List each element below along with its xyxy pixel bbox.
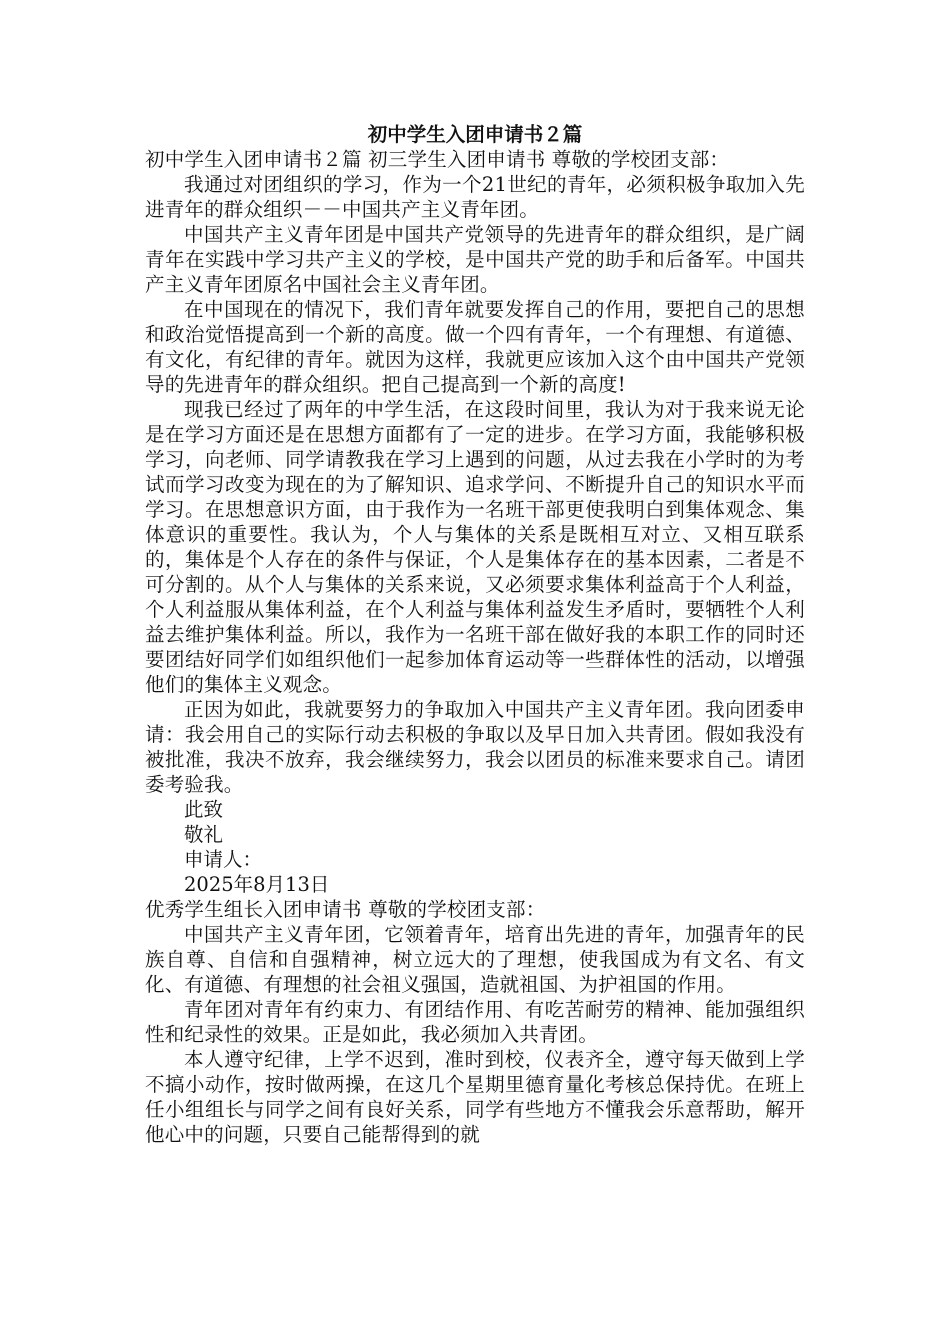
- letter2-paragraph-2: 青年团对青年有约束力、有团结作用、有吃苦耐劳的精神、能加强组织性和纪录性的效果。正是如此，我必须加入共青团。: [145, 998, 805, 1046]
- letter1-paragraph-4: 现我已经过了两年的中学生活，在这段时间里，我认为对于我来说无论是在学习方面还是在思想方面都有了一定的进步。在学习方面，我能够积极学习，向老师、同学请教我在学习上遇到的问题，从过去我在小学时的为考试而学习改变为现在的为了解知识、追求学问、不断提升自己的知识水平而学习。在思想意识方面，由于我作为一名班干部更使我明白到集体观念、集体意识的重要性。我认为，个人与集体的关系是既相互对立、又相互联系的，集体是个人存在的条件与保证，个人是集体存在的基本因素，二者是不可分割的。从个人与集体的关系来说，又必须要求集体利益高于个人利益，个人利益服从集体利益，在个人利益与集体利益发生矛盾时，要牺牲个人利益去维护集体利益。所以，我作为一名班干部在做好我的本职工作的同时还要团结好同学们如组织他们一起参加体育运动等一些群体性的活动，以增强他们的集体主义观念。: [145, 398, 805, 696]
- document-page: [145, 122, 805, 1147]
- closing-respect: 敬礼: [184, 823, 224, 846]
- letter1-paragraph-5: 正因为如此，我就要努力的争取加入中国共产主义青年团。我向团委申请：我会用自己的实际行动去积极的争取以及早日加入共青团。假如我没有被批准，我决不放弃，我会继续努力，我会以团员的标准来要求自己。请团委考验我。: [145, 698, 805, 796]
- letter-date: 2025年8月13日: [184, 873, 330, 896]
- intro-line: 初中学生入团申请书２篇 初三学生入团申请书 尊敬的学校团支部：: [145, 148, 730, 171]
- letter2-intro: 优秀学生组长入团申请书 尊敬的学校团支部：: [145, 898, 546, 921]
- letter1-paragraph-1: 我通过对团组织的学习，作为一个21世纪的青年，必须积极争取加入先进青年的群众组织－－中国共产主义青年团。: [145, 173, 805, 221]
- signature-label: 申请人：: [184, 848, 263, 871]
- letter2-paragraph-3: 本人遵守纪律，上学不迟到，准时到校，仪表齐全，遵守每天做到上学不搞小动作，按时做两操，在这几个星期里德育量化考核总保持优。在班上任小组组长与同学之间有良好关系，同学有些地方不懂我会乐意帮助，解开他心中的问题，只要自己能帮得到的就: [145, 1048, 805, 1146]
- letter1-paragraph-2: 中国共产主义青年团是中国共产党领导的先进青年的群众组织，是广阔青年在实践中学习共产主义的学校，是中国共产党的助手和后备军。中国共产主义青年团原名中国社会主义青年团。: [145, 223, 805, 296]
- letter1-paragraph-3: 在中国现在的情况下，我们青年就要发挥自己的作用，要把自己的思想和政治觉悟提高到一个新的高度。做一个四有青年，一个有理想、有道德、有文化，有纪律的青年。就因为这样，我就更应该加入这个由中国共产党领导的先进青年的群众组织。把自己提高到一个新的高度!: [145, 298, 805, 396]
- closing-salutation: 此致: [184, 798, 224, 821]
- letter2-paragraph-1: 中国共产主义青年团，它领着青年，培育出先进的青年，加强青年的民族自尊、自信和自强精神，树立远大的了理想，使我国成为有文名、有文化、有道德、有理想的社会祖义强国，造就祖国、为护祖国的作用。: [145, 923, 805, 996]
- document-title: 初中学生入团申请书２篇: [367, 123, 583, 146]
